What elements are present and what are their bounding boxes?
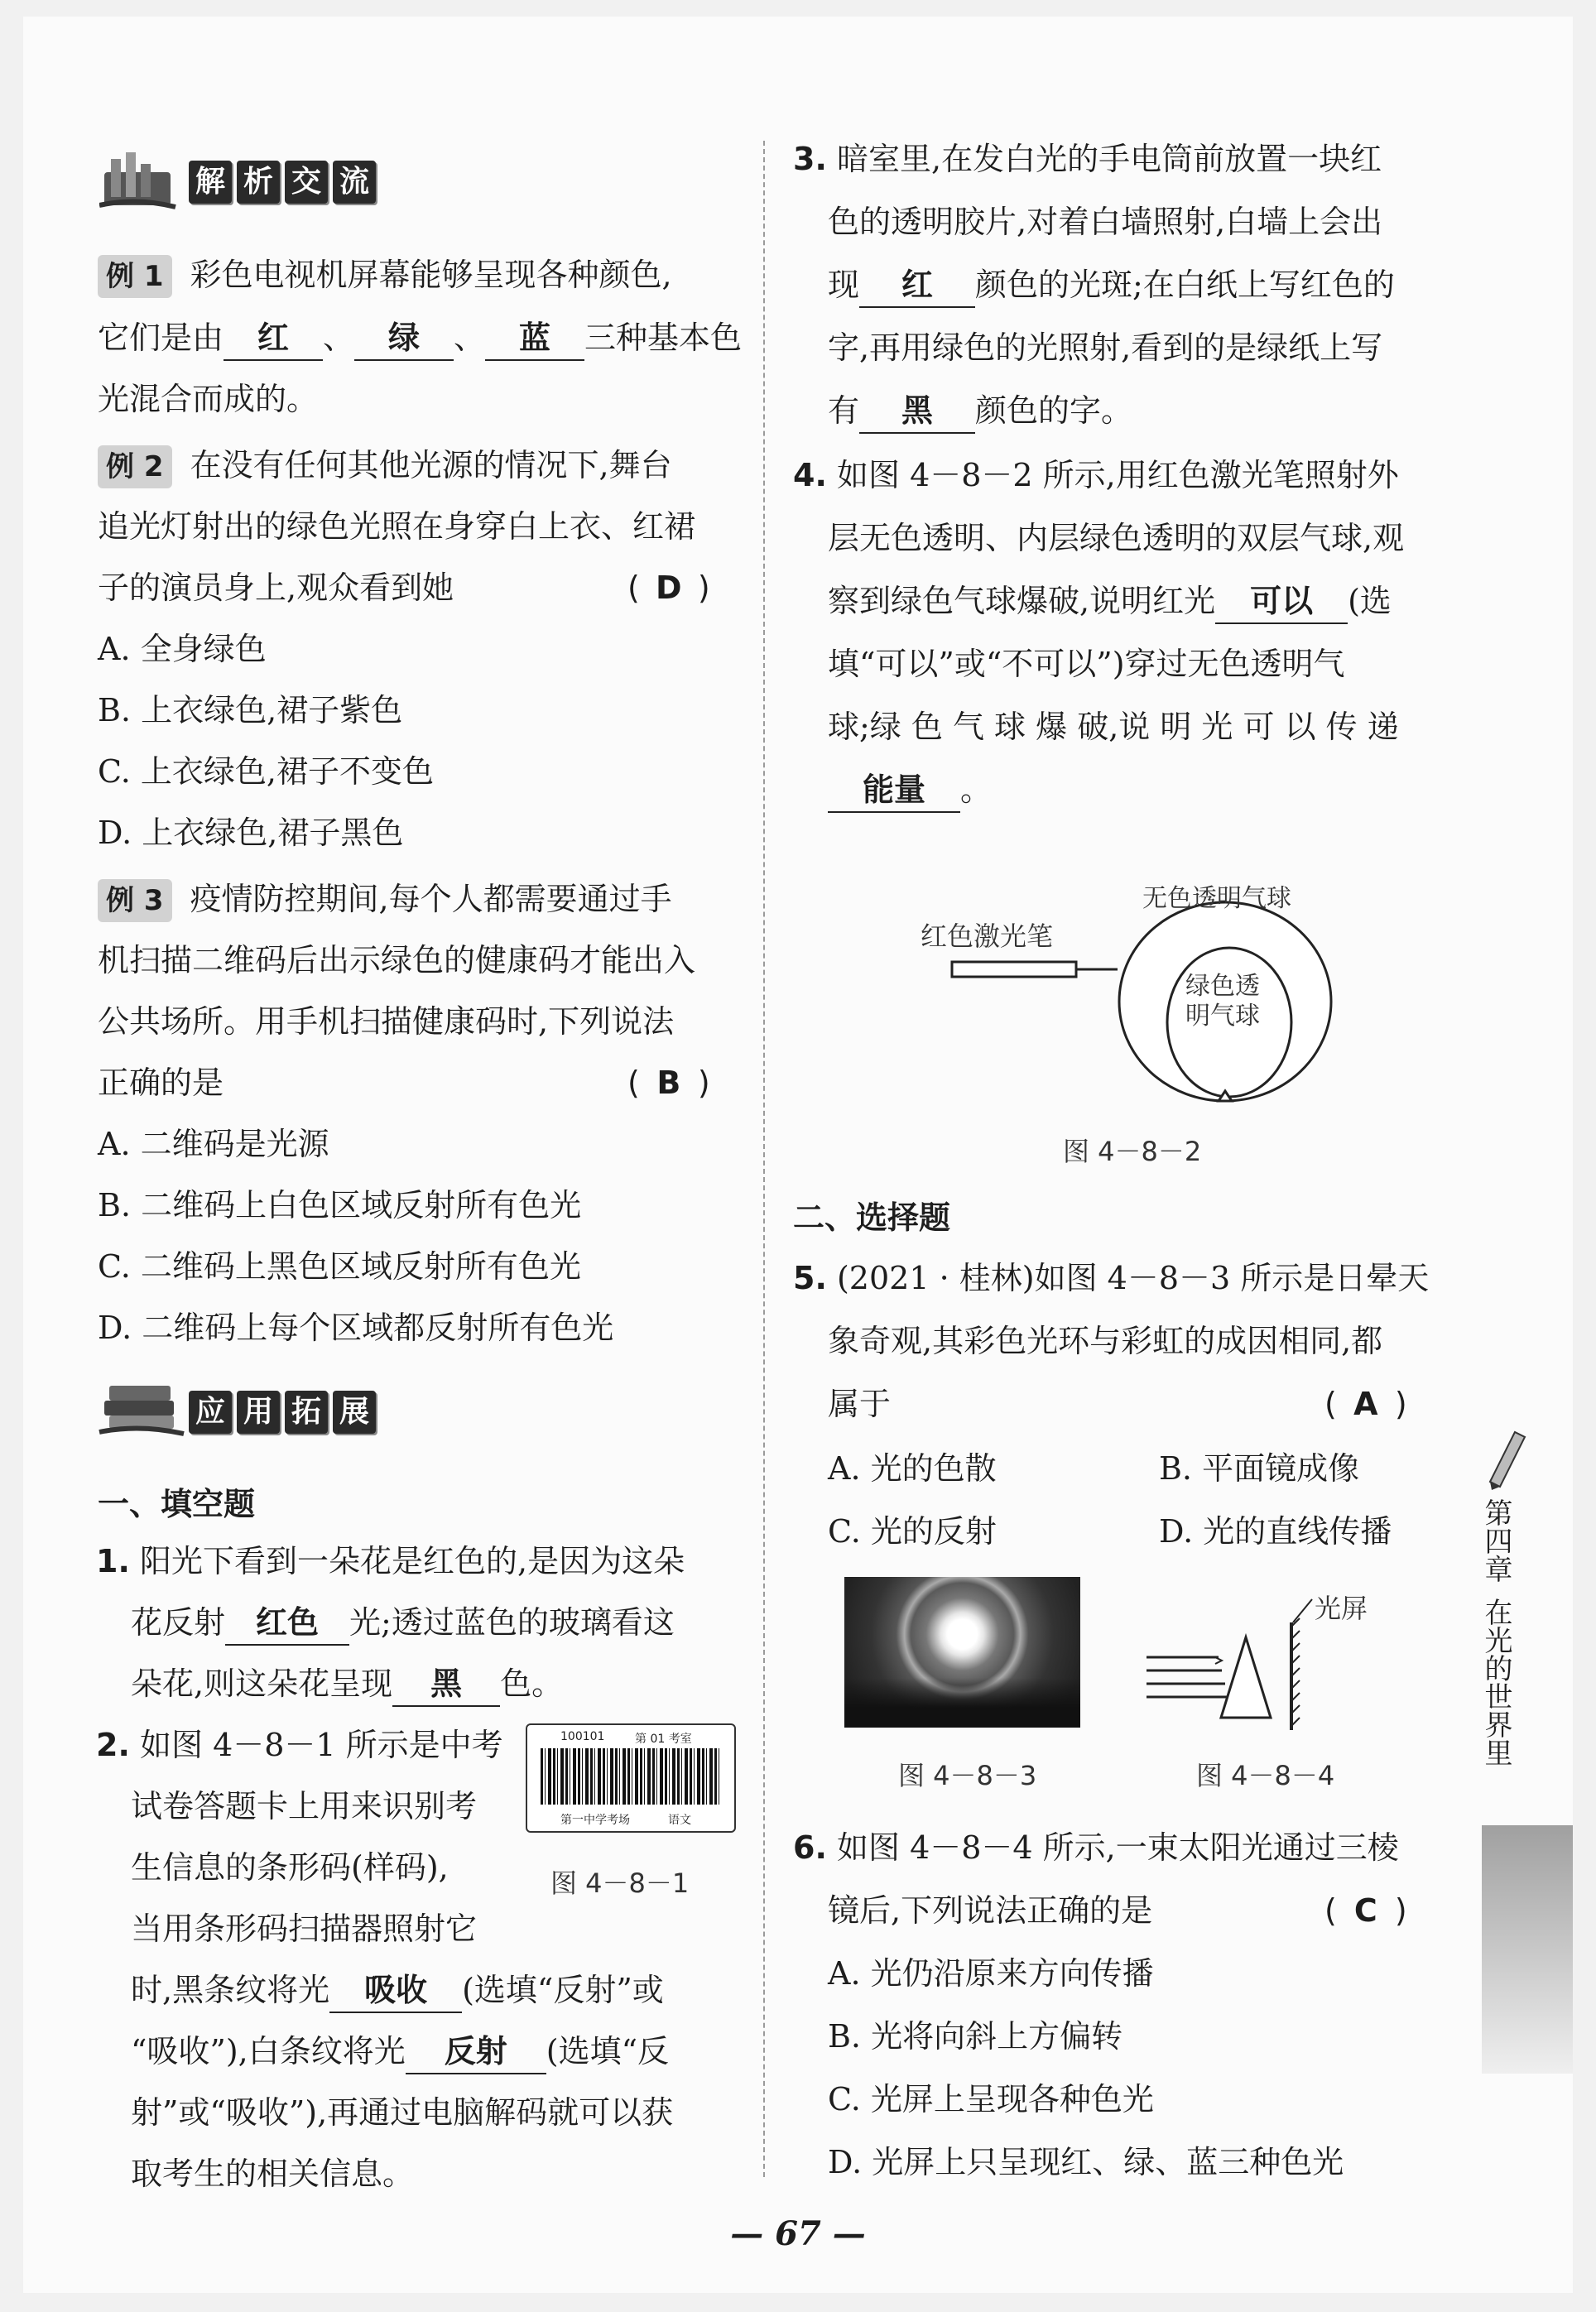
- q5-line3: 属于: [828, 1386, 892, 1422]
- barcode-school: 第一中学考场: [560, 1814, 630, 1827]
- question-number: 3.: [793, 141, 827, 177]
- example-3-answer: ( B ): [627, 1061, 710, 1104]
- example-2-answer: ( D ): [627, 566, 710, 609]
- answer: C: [1353, 1892, 1377, 1929]
- example-3-line1: [98, 877, 672, 922]
- analysis-section-icon: [99, 147, 182, 214]
- option: C. 光的反射: [828, 1513, 997, 1550]
- option: A. 光的色散: [828, 1450, 997, 1487]
- text: 察到绿色气球爆破,说明红光: [828, 583, 1216, 619]
- answer-blank: 红: [859, 263, 975, 308]
- q3-line1: [793, 137, 1382, 180]
- text: 如图 4－8－4 所示,一束太阳光通过三棱: [836, 1829, 1399, 1866]
- example-3-line4: 正确的是: [98, 1065, 224, 1101]
- outer-balloon-label: 无色透明气球: [1142, 884, 1291, 913]
- option: C. 光屏上呈现各种色光: [828, 2081, 1154, 2117]
- application-section-title: [189, 1391, 381, 1434]
- q4-line3: [828, 579, 1392, 624]
- title-char: 用: [237, 1391, 280, 1434]
- prism: [1221, 1637, 1271, 1718]
- text: 花反射: [131, 1604, 226, 1641]
- option: A. 光仍沿原来方向传播: [828, 1955, 1154, 1992]
- text: 彩色电视机屏幕能够呈现各种颜色,: [190, 257, 672, 293]
- example-tag: 例 2: [98, 445, 172, 488]
- option: C. 二维码上黑色区域反射所有色光: [98, 1248, 581, 1285]
- answer-blank: 绿: [354, 316, 454, 361]
- q4-line1: [793, 454, 1399, 497]
- text: 阳光下看到一朵花是红色的,是因为这朵: [139, 1543, 685, 1579]
- text: (选: [1348, 583, 1392, 619]
- text: 、: [323, 320, 355, 356]
- text: 如图 4－8－2 所示,用红色激光笔照射外: [836, 457, 1399, 493]
- q2-line2: 试卷答题卡上用来识别考: [131, 1788, 478, 1824]
- inner-balloon-label: 绿色透: [1185, 972, 1260, 1001]
- text: 三种基本色: [584, 320, 743, 356]
- text: 颜色的光斑;在白纸上写红色的: [975, 267, 1395, 303]
- pencil-icon: [1482, 1424, 1531, 1490]
- question-number: 2.: [96, 1727, 130, 1763]
- title-char: 展: [333, 1391, 376, 1434]
- question-number: 5.: [793, 1260, 827, 1296]
- answer-blank: 红色: [225, 1601, 349, 1646]
- column-divider: [763, 141, 765, 2177]
- figure-caption: 图 4－8－1: [550, 1867, 690, 1899]
- title-char: 解: [189, 161, 232, 204]
- q5-answer: ( A ): [1324, 1382, 1407, 1425]
- text: 朵花,则这朵花呈现: [131, 1666, 393, 1702]
- text: 光;透过蓝色的玻璃看这: [349, 1604, 675, 1641]
- q3-line4: 字,再用绿色的光照射,看到的是绿纸上写: [828, 329, 1383, 366]
- option: D. 上衣绿色,裙子黑色: [98, 815, 404, 851]
- q2-line3: 生信息的条形码(样码),: [131, 1849, 449, 1886]
- text: (选填“反: [546, 2033, 670, 2069]
- text: “吸收”),白条纹将光: [131, 2033, 406, 2069]
- laser-label: 红色激光笔: [921, 920, 1054, 952]
- answer: A: [1353, 1386, 1378, 1422]
- text: 颜色的字。: [975, 392, 1133, 429]
- answer-blank: 可以: [1215, 579, 1348, 624]
- option: C. 上衣绿色,裙子不变色: [98, 753, 434, 790]
- q4-line2: 层无色透明、内层绿色透明的双层气球,观: [828, 520, 1405, 556]
- text: 在没有任何其他光源的情况下,舞台: [190, 447, 672, 483]
- title-char: 交: [285, 161, 328, 204]
- option: D. 光屏上只呈现红、绿、蓝三种色光: [828, 2144, 1344, 2180]
- q4-line5: 球;绿 色 气 球 爆 破,说 明 光 可 以 传 递: [828, 709, 1399, 745]
- example-tag: 例 1: [98, 255, 172, 298]
- side-tab-bar: [1482, 1825, 1573, 2074]
- chapter-label: [1480, 1498, 1510, 1766]
- q3-line3: [828, 263, 1395, 308]
- answer-blank: 能量: [828, 768, 960, 813]
- example-2-line1: [98, 444, 672, 488]
- example-2-line3: 子的演员身上,观众看到她: [98, 570, 454, 606]
- option: D. 二维码上每个区域都反射所有色光: [98, 1310, 614, 1346]
- example-1-line2: [98, 316, 742, 361]
- q2-line8: 取考生的相关信息。: [131, 2156, 415, 2192]
- answer-blank: 红: [224, 316, 323, 361]
- q2-line7: 射”或“吸收”),再通过电脑解码就可以获: [131, 2094, 674, 2131]
- solar-halo-photo: [844, 1577, 1080, 1728]
- chapter-title: 在光的世界里: [1479, 1598, 1512, 1766]
- option: A. 二维码是光源: [98, 1126, 329, 1162]
- title-char: 拓: [285, 1391, 328, 1434]
- page-number: — 67 —: [730, 2214, 866, 2253]
- option: A. 全身绿色: [98, 631, 267, 667]
- analysis-section-title: [189, 161, 381, 204]
- answer: B: [656, 1065, 681, 1101]
- q2-line6: [131, 2030, 669, 2074]
- option: B. 二维码上白色区域反射所有色光: [98, 1187, 582, 1223]
- q2-line4: 当用条形码扫描器照射它: [131, 1911, 478, 1947]
- text: 、: [454, 320, 486, 356]
- example-1-line1: [98, 253, 672, 298]
- answer-blank: 蓝: [485, 316, 584, 361]
- screen-label: 光屏: [1315, 1593, 1368, 1624]
- answer-blank: 黑: [392, 1662, 500, 1707]
- text: (2021 · 桂林)如图 4－8－3 所示是日晕天: [836, 1260, 1430, 1296]
- question-number: 4.: [793, 457, 827, 493]
- q6-answer: ( C ): [1324, 1889, 1407, 1932]
- text: 暗室里,在发白光的手电筒前放置一块红: [836, 141, 1382, 177]
- answer: D: [656, 570, 682, 606]
- example-3-line3: 公共场所。用手机扫描健康码时,下列说法: [98, 1003, 675, 1040]
- title-char: 析: [237, 161, 280, 204]
- text: 它们是由: [98, 320, 224, 356]
- barcode-figure: [526, 1723, 736, 1833]
- text: 时,黑条纹将光: [131, 1972, 330, 2008]
- option: B. 上衣绿色,裙子紫色: [98, 692, 403, 728]
- q1-line3: [131, 1662, 563, 1707]
- example-1-line3: 光混合而成的。: [98, 381, 319, 417]
- barcode-number: 100101: [560, 1730, 605, 1743]
- q3-line5: [828, 389, 1132, 434]
- chapter-number: 第四章: [1479, 1498, 1512, 1583]
- q5-line2: 象奇观,其彩色光环与彩虹的成因相同,都: [828, 1323, 1383, 1359]
- barcode-bars: [541, 1748, 721, 1805]
- question-number: 6.: [793, 1829, 827, 1866]
- title-char: 应: [189, 1391, 232, 1434]
- text: 色。: [500, 1666, 564, 1702]
- prism-figure: [1142, 1589, 1333, 1738]
- q6-line1: [793, 1826, 1399, 1869]
- fill-in-heading: 一、填空题: [98, 1486, 256, 1522]
- example-2-line2: 追光灯射出的绿色光照在身穿白上衣、红裙: [98, 508, 696, 545]
- text: 。: [960, 771, 993, 808]
- q2-line5: [131, 1968, 664, 2013]
- q3-line2: 色的透明胶片,对着白墙照射,白墙上会出: [828, 204, 1383, 240]
- q4-line4: 填“可以”或“不可以”)穿过无色透明气: [828, 646, 1345, 682]
- application-section-icon: [98, 1377, 189, 1444]
- option: B. 平面镜成像: [1159, 1450, 1360, 1487]
- q2-line1: [96, 1723, 503, 1766]
- figure-caption: 图 4－8－3: [898, 1760, 1037, 1791]
- q1-line1: [96, 1540, 685, 1583]
- text: (选填“反射”或: [462, 1972, 664, 2008]
- text: 有: [828, 392, 860, 429]
- q1-line2: [131, 1601, 675, 1646]
- example-3-line2: 机扫描二维码后出示绿色的健康码才能出入: [98, 942, 696, 978]
- figure-caption: 图 4－8－4: [1196, 1760, 1335, 1791]
- q6-line2: 镜后,下列说法正确的是: [828, 1892, 1153, 1929]
- choice-heading: 二、选择题: [793, 1199, 951, 1236]
- answer-blank: 黑: [859, 389, 975, 434]
- answer-blank: 反射: [406, 2030, 546, 2074]
- text: 疫情防控期间,每个人都需要通过手: [190, 881, 672, 917]
- text: 如图 4－8－1 所示是中考: [139, 1727, 503, 1763]
- answer-blank: 吸收: [329, 1968, 462, 2013]
- inner-balloon-label: 明气球: [1185, 1002, 1260, 1031]
- figure-caption: 图 4－8－2: [1063, 1136, 1202, 1167]
- title-char: 流: [333, 161, 376, 204]
- option: B. 光将向斜上方偏转: [828, 2018, 1123, 2055]
- option: D. 光的直线传播: [1159, 1513, 1392, 1550]
- question-number: 1.: [96, 1543, 130, 1579]
- barcode-subject: 语文: [668, 1814, 691, 1827]
- laser-pen: [952, 962, 1076, 977]
- example-tag: 例 3: [98, 879, 172, 922]
- balloon-figure: [911, 828, 1374, 1109]
- q4-line6: [828, 768, 992, 813]
- barcode-room: 第 01 考室: [635, 1733, 692, 1746]
- text: 现: [828, 267, 860, 303]
- q5-line1: [793, 1257, 1429, 1300]
